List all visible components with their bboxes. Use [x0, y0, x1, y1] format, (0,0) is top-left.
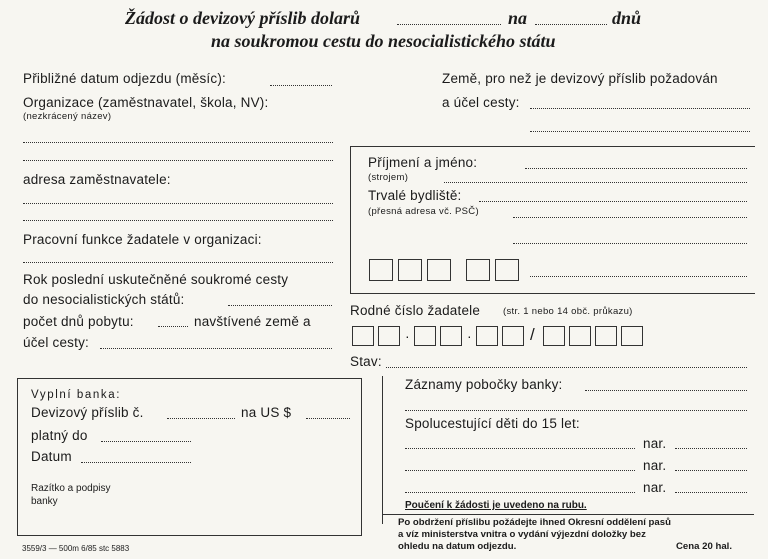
birth-digit-9[interactable]	[595, 326, 617, 346]
child-2-birth-field[interactable]	[675, 470, 747, 471]
stay-days-field[interactable]	[158, 326, 188, 327]
departure-date-label: Přibližné datum odjezdu (měsíc):	[23, 71, 226, 86]
last-trip-label-2: do nesocialistických států:	[23, 292, 185, 307]
residence-field-2[interactable]	[513, 217, 747, 218]
notice-rule	[382, 514, 754, 515]
applicant-box-bottom	[350, 293, 755, 294]
birth-digit-6[interactable]	[502, 326, 524, 346]
postal-box-5[interactable]	[495, 259, 519, 281]
employer-address-field-2[interactable]	[23, 220, 333, 221]
visited-countries-label: navštívené země a	[194, 314, 311, 329]
organization-field-1[interactable]	[23, 142, 333, 143]
residence-field-3[interactable]	[513, 243, 747, 244]
birth-digit-8[interactable]	[569, 326, 591, 346]
child-3-birth-field[interactable]	[675, 492, 747, 493]
countries-label-2: a účel cesty:	[442, 95, 520, 110]
title-part-b: na	[508, 8, 528, 28]
stamp-label-1: Razítko a podpisy	[31, 483, 111, 494]
countries-field-2[interactable]	[530, 131, 750, 132]
birth-digit-10[interactable]	[621, 326, 643, 346]
days-field[interactable]	[535, 24, 607, 25]
amount-label: na US $	[241, 405, 292, 420]
countries-label-1: Země, pro než je devizový příslib požadován	[442, 71, 718, 86]
form-title-line2: na soukromou cestu do nesocialistického státu	[211, 31, 556, 51]
birth-number-note: (str. 1 nebo 14 obč. průkazu)	[503, 306, 633, 317]
name-label: Příjmení a jméno:	[368, 155, 478, 170]
birth-digit-3[interactable]	[414, 326, 436, 346]
branch-records-label: Záznamy pobočky banky:	[405, 377, 563, 392]
job-function-field[interactable]	[23, 262, 333, 263]
promise-number-label: Devizový příslib č.	[31, 405, 144, 420]
employer-address-field-1[interactable]	[23, 203, 333, 204]
applicant-box-top	[350, 146, 755, 147]
birth-digit-4[interactable]	[440, 326, 462, 346]
departure-date-field[interactable]	[270, 85, 332, 86]
organization-label: Organizace (zaměstnavatel, škola, NV):	[23, 95, 269, 110]
branch-records-field[interactable]	[585, 390, 747, 391]
birth-dot-1: ·	[405, 328, 410, 344]
price-label: Cena 20 hal.	[676, 541, 732, 552]
notice-line-2: a víz ministerstva vnitra o vydání výjezdní doložky bez	[398, 529, 646, 540]
stamp-label-2: banky	[31, 496, 58, 507]
birth-slash: /	[530, 325, 535, 344]
child-2-nar-label: nar.	[643, 458, 667, 473]
name-field-2[interactable]	[444, 182, 747, 183]
child-1-nar-label: nar.	[643, 436, 667, 451]
purpose-field[interactable]	[100, 348, 332, 349]
dollars-field[interactable]	[397, 24, 501, 25]
residence-note: (přesná adresa vč. PSČ)	[368, 206, 479, 217]
valid-to-label: platný do	[31, 428, 88, 443]
residence-field-4[interactable]	[530, 276, 747, 277]
purpose-label: účel cesty:	[23, 335, 89, 350]
bank-heading: Vyplní banka:	[31, 389, 122, 401]
date-label: Datum	[31, 449, 72, 464]
applicant-box-left	[350, 146, 351, 293]
organization-note: (nezkrácený název)	[23, 111, 112, 122]
child-3-name-field[interactable]	[405, 492, 635, 493]
name-field[interactable]	[525, 168, 747, 169]
countries-field-1[interactable]	[530, 108, 750, 109]
status-label: Stav:	[350, 354, 382, 369]
bank-date-field[interactable]	[81, 462, 191, 463]
child-3-nar-label: nar.	[643, 480, 667, 495]
postal-box-1[interactable]	[369, 259, 393, 281]
branch-records-field-2[interactable]	[405, 410, 747, 411]
postal-box-4[interactable]	[466, 259, 490, 281]
child-1-name-field[interactable]	[405, 448, 635, 449]
postal-box-3[interactable]	[427, 259, 451, 281]
birth-digit-2[interactable]	[378, 326, 400, 346]
promise-number-field[interactable]	[167, 418, 235, 419]
birth-digit-7[interactable]	[543, 326, 565, 346]
amount-field[interactable]	[306, 418, 350, 419]
birth-dot-2: ·	[467, 328, 472, 344]
name-note: (strojem)	[368, 172, 409, 183]
stay-days-label: počet dnů pobytu:	[23, 314, 134, 329]
records-box-left	[382, 376, 383, 524]
child-1-birth-field[interactable]	[675, 448, 747, 449]
residence-label: Trvalé bydliště:	[368, 188, 462, 203]
birth-number-label: Rodné číslo žadatele	[350, 303, 481, 318]
birth-digit-5[interactable]	[476, 326, 498, 346]
organization-field-2[interactable]	[23, 160, 333, 161]
title-part-a: Žádost o devizový příslib dolarů	[125, 8, 360, 28]
job-function-label: Pracovní funkce žadatele v organizaci:	[23, 232, 262, 247]
valid-to-field[interactable]	[101, 441, 191, 442]
birth-digit-1[interactable]	[352, 326, 374, 346]
employer-address-label: adresa zaměstnavatele:	[23, 172, 171, 187]
child-2-name-field[interactable]	[405, 470, 635, 471]
notice-line-3: ohledu na datum odjezdu.	[398, 541, 517, 552]
last-trip-label-1: Rok poslední uskutečněné soukromé cesty	[23, 272, 289, 287]
notice-line-1: Po obdržení příslibu požádejte ihned Okresní oddělení pasů	[398, 517, 671, 528]
status-field[interactable]	[386, 367, 747, 368]
postal-box-2[interactable]	[398, 259, 422, 281]
title-part-c: dnů	[612, 8, 642, 28]
print-code: 3559/3 — 500m 6/85 stc 5883	[22, 544, 130, 553]
last-trip-year-field[interactable]	[228, 305, 332, 306]
form-title-line1	[125, 8, 360, 29]
residence-field-1[interactable]	[479, 201, 747, 202]
instruction-note: Poučení k žádosti je uvedeno na rubu.	[405, 500, 587, 511]
children-label: Spolucestující děti do 15 let:	[405, 416, 580, 431]
